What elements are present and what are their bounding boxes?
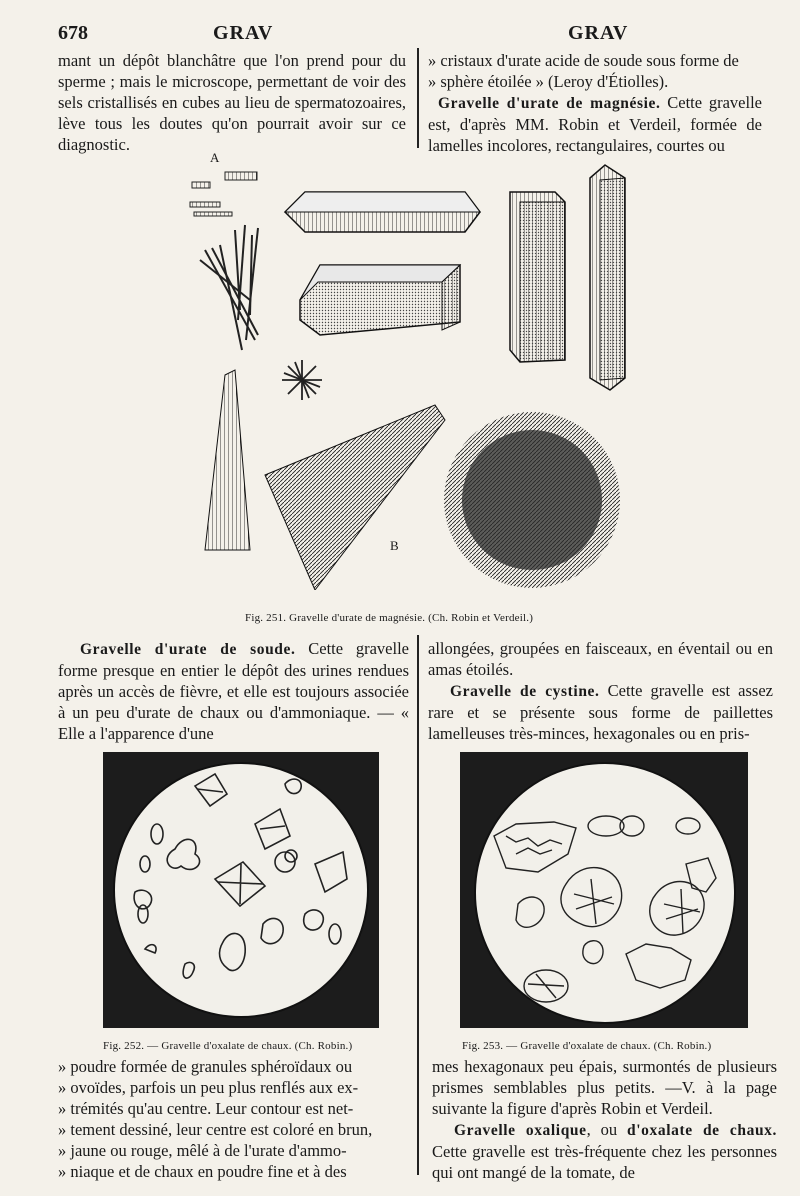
oxalique-connector: , ou: [586, 1120, 628, 1139]
quote-line: » jaune ou rouge, mêlé à de l'urate d'ammo-: [58, 1141, 347, 1160]
faisceaux-text: allongées, groupées en faisceaux, en éventail ou en amas étoilés.: [428, 639, 773, 679]
figure-252-plate: [103, 752, 379, 1028]
figure-252-caption: Fig. 252. — Gravelle d'oxalate de chaux. (Ch. Robin.): [103, 1040, 353, 1052]
term-oxalate-chaux: d'oxalate de chaux.: [627, 1122, 777, 1139]
figure-label-a: A: [210, 150, 220, 165]
term-urate-soude: Gravelle d'urate de soude.: [80, 641, 296, 658]
column-divider-top: [417, 48, 419, 148]
oxalique-paragraph: [432, 1119, 777, 1183]
urate-soude-paragraph: [58, 638, 409, 744]
bottom-right-paragraph: [432, 1056, 777, 1183]
page-number: 678: [58, 22, 88, 44]
cystine-paragraph: [428, 680, 773, 744]
quote-line: » poudre formée de granules sphéroïdaux ou: [58, 1057, 353, 1076]
magnesie-text: Cette gravelle est, d'après MM. Robin et Verdeil, formée de lamelles incolores, rectangulaires, courtes ou: [428, 93, 762, 155]
crystal-illustration: [180, 150, 650, 590]
quote-line-2: » sphère étoilée » (Leroy d'Étiolles).: [428, 72, 669, 91]
figure-label-b: B: [390, 538, 399, 553]
quote-line: » ovoïdes, parfois un peu plus renflés aux ex-: [58, 1078, 359, 1097]
urate-soude-text: Cette gravelle forme presque en entier le dépôt des urines rendues après un accès de fièvre, et elle est toujours associée à un peu d'urate de chaux ou d'ammoniaque. — « Elle a l'apparence d'une: [58, 639, 409, 743]
figure-251-engraving: [180, 150, 650, 590]
bottom-left-paragraph: [58, 1056, 410, 1182]
oxalate-crystals-right: [476, 764, 734, 1022]
figure-251-caption: Fig. 251. Gravelle d'urate de magnésie. (Ch. Robin et Verdeil.): [245, 612, 534, 624]
quote-line-1: » cristaux d'urate acide de soude sous forme de: [428, 51, 739, 70]
column-divider-bottom: [417, 635, 419, 1175]
quote-line: » trémités qu'au centre. Leur contour est net-: [58, 1099, 354, 1118]
running-head-right: GRAV: [568, 22, 629, 44]
quote-line: » niaque et de chaux en poudre fine et à des: [58, 1162, 347, 1181]
term-cystine: Gravelle de cystine.: [450, 683, 600, 700]
hexagonaux-text: mes hexagonaux peu épais, surmontés de plusieurs prismes semblables plus petits. —V. à la page suivante la figure d'après Robin et Verdeil.: [432, 1057, 777, 1118]
cystine-text: Cette gravelle est assez rare et se présente sous forme de paillettes lamelleuses très-minces, hexagonales ou en pris-: [428, 681, 773, 743]
top-right-paragraph: [428, 50, 762, 156]
term-gravelle-oxalique: Gravelle oxalique: [454, 1122, 587, 1139]
top-left-paragraph: mant un dépôt blanchâtre que l'on prend pour du sperme ; mais le microscope, permettant de voir des sels cristallisés en cubes au lieu de spermatozoaires, lève tous les doutes qu'on pourrait avoir sur ce diagnostic.: [58, 51, 406, 154]
magnesie-paragraph: [428, 92, 762, 156]
oxalate-crystals-left: [115, 764, 367, 1016]
microscope-field-right: [474, 762, 736, 1024]
running-head-left: GRAV: [213, 22, 274, 44]
mid-right-paragraph: [428, 638, 773, 744]
quote-line: » tement dessiné, leur centre est coloré en brun,: [58, 1120, 373, 1139]
oxalique-text: Cette gravelle est très-fréquente chez les personnes qui ont mangé de la tomate, de: [432, 1142, 777, 1182]
figure-253-plate: [460, 752, 748, 1028]
figure-253-caption: Fig. 253. — Gravelle d'oxalate de chaux. (Ch. Robin.): [462, 1040, 712, 1052]
term-urate-magnesie: Gravelle d'urate de magnésie.: [438, 95, 661, 112]
microscope-field-left: [113, 762, 369, 1018]
